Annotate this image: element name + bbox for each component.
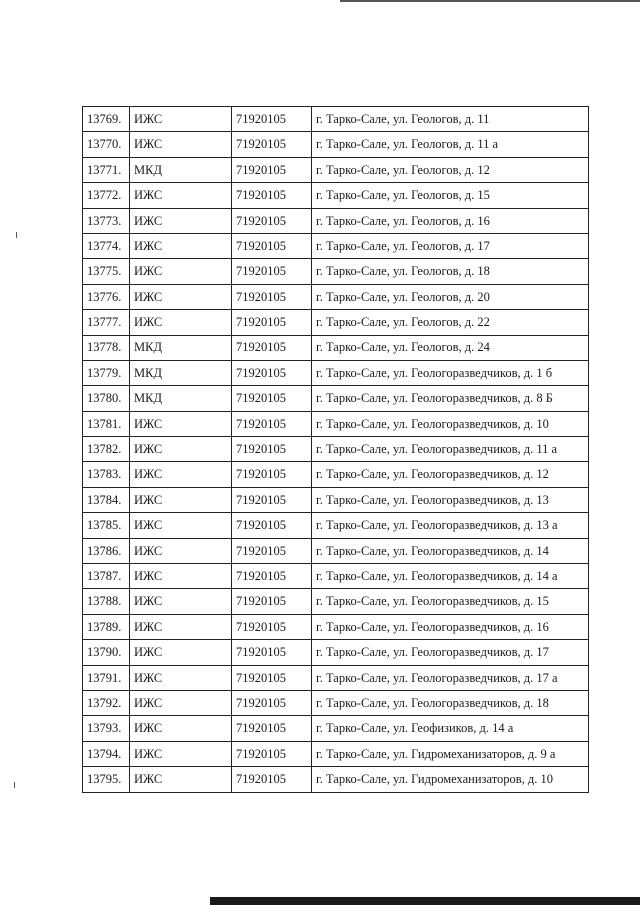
building-type-cell: МКД: [130, 386, 232, 411]
building-type-cell: МКД: [130, 157, 232, 182]
address-cell: г. Тарко-Сале, ул. Геологов, д. 24: [312, 335, 589, 360]
address-cell: г. Тарко-Сале, ул. Геологоразведчиков, д. 12: [312, 462, 589, 487]
table-row: [83, 360, 589, 385]
table-row: [83, 640, 589, 665]
table-row: [83, 132, 589, 157]
row-number-cell: 13789.: [83, 614, 130, 639]
building-type-cell: ИЖС: [130, 310, 232, 335]
building-type-cell: ИЖС: [130, 259, 232, 284]
oktmo-code-cell: 71920105: [232, 513, 312, 538]
address-registry-table: [82, 106, 589, 793]
row-number-cell: 13788.: [83, 589, 130, 614]
building-type-cell: ИЖС: [130, 538, 232, 563]
building-type-cell: ИЖС: [130, 640, 232, 665]
address-cell: г. Тарко-Сале, ул. Геологов, д. 17: [312, 233, 589, 258]
building-type-cell: ИЖС: [130, 437, 232, 462]
row-number-cell: 13786.: [83, 538, 130, 563]
table-row: [83, 437, 589, 462]
oktmo-code-cell: 71920105: [232, 640, 312, 665]
building-type-cell: ИЖС: [130, 411, 232, 436]
building-type-cell: ИЖС: [130, 564, 232, 589]
oktmo-code-cell: 71920105: [232, 386, 312, 411]
building-type-cell: ИЖС: [130, 665, 232, 690]
row-number-cell: 13773.: [83, 208, 130, 233]
address-cell: г. Тарко-Сале, ул. Геологов, д. 11: [312, 107, 589, 132]
oktmo-code-cell: 71920105: [232, 360, 312, 385]
oktmo-code-cell: 71920105: [232, 132, 312, 157]
address-cell: г. Тарко-Сале, ул. Геологоразведчиков, д. 11 а: [312, 437, 589, 462]
building-type-cell: ИЖС: [130, 233, 232, 258]
oktmo-code-cell: 71920105: [232, 411, 312, 436]
table-row: [83, 157, 589, 182]
table-row: [83, 335, 589, 360]
building-type-cell: ИЖС: [130, 690, 232, 715]
oktmo-code-cell: 71920105: [232, 716, 312, 741]
row-number-cell: 13785.: [83, 513, 130, 538]
oktmo-code-cell: 71920105: [232, 690, 312, 715]
row-number-cell: 13792.: [83, 690, 130, 715]
row-number-cell: 13787.: [83, 564, 130, 589]
scan-top-edge-line: [340, 0, 640, 2]
address-cell: г. Тарко-Сале, ул. Геологов, д. 15: [312, 183, 589, 208]
address-cell: г. Тарко-Сале, ул. Геологоразведчиков, д. 13: [312, 487, 589, 512]
building-type-cell: ИЖС: [130, 767, 232, 792]
address-cell: г. Тарко-Сале, ул. Геологоразведчиков, д. 17 а: [312, 665, 589, 690]
oktmo-code-cell: 71920105: [232, 335, 312, 360]
row-number-cell: 13795.: [83, 767, 130, 792]
row-number-cell: 13775.: [83, 259, 130, 284]
registry-table-body: [83, 107, 589, 793]
row-number-cell: 13781.: [83, 411, 130, 436]
building-type-cell: ИЖС: [130, 208, 232, 233]
oktmo-code-cell: 71920105: [232, 157, 312, 182]
address-cell: г. Тарко-Сале, ул. Геологов, д. 20: [312, 284, 589, 309]
table-row: [83, 233, 589, 258]
address-cell: г. Тарко-Сале, ул. Геологоразведчиков, д. 14 а: [312, 564, 589, 589]
oktmo-code-cell: 71920105: [232, 665, 312, 690]
building-type-cell: МКД: [130, 335, 232, 360]
address-cell: г. Тарко-Сале, ул. Геологоразведчиков, д. 18: [312, 690, 589, 715]
table-row: [83, 284, 589, 309]
row-number-cell: 13794.: [83, 741, 130, 766]
address-cell: г. Тарко-Сале, ул. Геологов, д. 11 а: [312, 132, 589, 157]
oktmo-code-cell: 71920105: [232, 437, 312, 462]
row-number-cell: 13774.: [83, 233, 130, 258]
building-type-cell: ИЖС: [130, 183, 232, 208]
address-cell: г. Тарко-Сале, ул. Геологов, д. 18: [312, 259, 589, 284]
oktmo-code-cell: 71920105: [232, 564, 312, 589]
table-row: [83, 716, 589, 741]
address-cell: г. Тарко-Сале, ул. Гидромеханизаторов, д. 9 а: [312, 741, 589, 766]
oktmo-code-cell: 71920105: [232, 589, 312, 614]
row-number-cell: 13770.: [83, 132, 130, 157]
row-number-cell: 13793.: [83, 716, 130, 741]
oktmo-code-cell: 71920105: [232, 462, 312, 487]
scan-margin-mark: [14, 782, 15, 788]
address-cell: г. Тарко-Сале, ул. Геофизиков, д. 14 а: [312, 716, 589, 741]
oktmo-code-cell: 71920105: [232, 741, 312, 766]
address-cell: г. Тарко-Сале, ул. Геологоразведчиков, д. 10: [312, 411, 589, 436]
table-row: [83, 386, 589, 411]
scan-margin-mark: [16, 232, 17, 238]
building-type-cell: ИЖС: [130, 513, 232, 538]
address-cell: г. Тарко-Сале, ул. Геологоразведчиков, д. 8 Б: [312, 386, 589, 411]
row-number-cell: 13776.: [83, 284, 130, 309]
table-row: [83, 310, 589, 335]
oktmo-code-cell: 71920105: [232, 284, 312, 309]
oktmo-code-cell: 71920105: [232, 487, 312, 512]
address-cell: г. Тарко-Сале, ул. Геологоразведчиков, д. 15: [312, 589, 589, 614]
oktmo-code-cell: 71920105: [232, 233, 312, 258]
table-row: [83, 665, 589, 690]
table-row: [83, 589, 589, 614]
table-row: [83, 614, 589, 639]
address-cell: г. Тарко-Сале, ул. Геологоразведчиков, д. 1 б: [312, 360, 589, 385]
table-row: [83, 107, 589, 132]
table-row: [83, 741, 589, 766]
oktmo-code-cell: 71920105: [232, 107, 312, 132]
table-row: [83, 462, 589, 487]
oktmo-code-cell: 71920105: [232, 259, 312, 284]
address-cell: г. Тарко-Сале, ул. Геологоразведчиков, д. 13 а: [312, 513, 589, 538]
row-number-cell: 13784.: [83, 487, 130, 512]
address-cell: г. Тарко-Сале, ул. Геологов, д. 22: [312, 310, 589, 335]
building-type-cell: ИЖС: [130, 462, 232, 487]
building-type-cell: ИЖС: [130, 741, 232, 766]
row-number-cell: 13791.: [83, 665, 130, 690]
building-type-cell: ИЖС: [130, 132, 232, 157]
building-type-cell: МКД: [130, 360, 232, 385]
oktmo-code-cell: 71920105: [232, 614, 312, 639]
building-type-cell: ИЖС: [130, 107, 232, 132]
row-number-cell: 13771.: [83, 157, 130, 182]
table-row: [83, 767, 589, 792]
address-cell: г. Тарко-Сале, ул. Геологоразведчиков, д. 16: [312, 614, 589, 639]
row-number-cell: 13779.: [83, 360, 130, 385]
table-row: [83, 411, 589, 436]
row-number-cell: 13782.: [83, 437, 130, 462]
row-number-cell: 13790.: [83, 640, 130, 665]
oktmo-code-cell: 71920105: [232, 183, 312, 208]
address-cell: г. Тарко-Сале, ул. Геологоразведчиков, д. 14: [312, 538, 589, 563]
address-cell: г. Тарко-Сале, ул. Гидромеханизаторов, д. 10: [312, 767, 589, 792]
oktmo-code-cell: 71920105: [232, 767, 312, 792]
table-row: [83, 564, 589, 589]
address-cell: г. Тарко-Сале, ул. Геологов, д. 16: [312, 208, 589, 233]
row-number-cell: 13778.: [83, 335, 130, 360]
row-number-cell: 13769.: [83, 107, 130, 132]
table-row: [83, 183, 589, 208]
table-row: [83, 513, 589, 538]
oktmo-code-cell: 71920105: [232, 310, 312, 335]
table-row: [83, 487, 589, 512]
oktmo-code-cell: 71920105: [232, 208, 312, 233]
row-number-cell: 13780.: [83, 386, 130, 411]
row-number-cell: 13783.: [83, 462, 130, 487]
address-cell: г. Тарко-Сале, ул. Геологов, д. 12: [312, 157, 589, 182]
table-row: [83, 538, 589, 563]
address-cell: г. Тарко-Сале, ул. Геологоразведчиков, д. 17: [312, 640, 589, 665]
row-number-cell: 13772.: [83, 183, 130, 208]
table-row: [83, 690, 589, 715]
row-number-cell: 13777.: [83, 310, 130, 335]
building-type-cell: ИЖС: [130, 716, 232, 741]
scan-bottom-edge-bar: [210, 897, 640, 905]
oktmo-code-cell: 71920105: [232, 538, 312, 563]
building-type-cell: ИЖС: [130, 614, 232, 639]
building-type-cell: ИЖС: [130, 589, 232, 614]
table-row: [83, 208, 589, 233]
building-type-cell: ИЖС: [130, 284, 232, 309]
building-type-cell: ИЖС: [130, 487, 232, 512]
table-row: [83, 259, 589, 284]
